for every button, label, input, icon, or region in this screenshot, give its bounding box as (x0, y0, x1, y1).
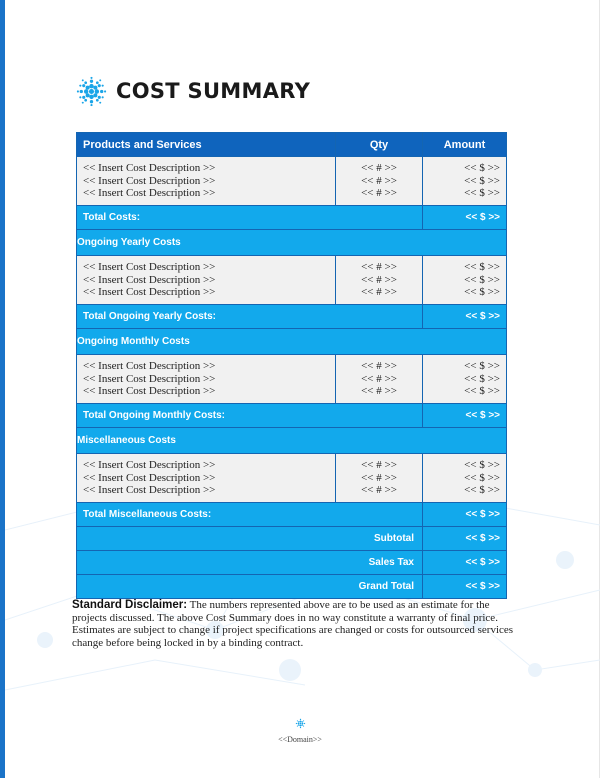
cost-amount: << $ >> (464, 459, 500, 472)
cost-summary-table (76, 132, 507, 599)
cost-description: << Insert Cost Description >> (83, 484, 216, 497)
cost-qty: << # >> (361, 187, 397, 200)
section-heading-row (77, 230, 507, 256)
column-header-amount: Amount (423, 133, 507, 157)
disclaimer-text: The numbers represented above are to be used as an estimate for the projects discussed. The above Cost Summary does in no way constitute a warranty of final price. Estimates are subject to change if project specifications are changed or costs for outsourced services change before being locked in by a binding contract. (72, 599, 514, 649)
cost-amount: << $ >> (464, 174, 500, 187)
cost-description: << Insert Cost Description >> (83, 385, 216, 398)
amount-cell (423, 256, 507, 305)
cost-amount: << $ >> (464, 385, 500, 398)
cost-description: << Insert Cost Description >> (83, 372, 216, 385)
section-heading-row (77, 428, 507, 454)
total-misc-row (77, 503, 507, 527)
cost-description: << Insert Cost Description >> (83, 471, 216, 484)
small-blue-dot-sphere-icon (295, 718, 306, 729)
cost-amount: << $ >> (464, 372, 500, 385)
description-cell (77, 454, 336, 503)
subtotal-value: << $ >> (423, 527, 507, 551)
cost-qty: << # >> (361, 484, 397, 497)
cost-amount: << $ >> (464, 162, 500, 175)
footer-domain-text: <<Domain>> (278, 735, 322, 744)
cost-qty: << # >> (361, 162, 397, 175)
grand-total-value: << $ >> (423, 575, 507, 599)
cost-description: << Insert Cost Description >> (83, 286, 216, 299)
total-costs-value: << $ >> (423, 206, 507, 230)
disclaimer-label: Standard Disclaimer: (72, 599, 188, 611)
section-heading-row (77, 329, 507, 355)
subtotal-label: Subtotal (77, 527, 423, 551)
standard-disclaimer (72, 599, 522, 649)
amount-cell (423, 454, 507, 503)
qty-cell (336, 355, 423, 404)
cost-qty: << # >> (361, 286, 397, 299)
page-title: COST SUMMARY (116, 79, 311, 103)
cost-qty: << # >> (361, 471, 397, 484)
cost-qty: << # >> (361, 372, 397, 385)
cost-items-row (77, 256, 507, 305)
total-yearly-label: Total Ongoing Yearly Costs: (77, 305, 423, 329)
cost-amount: << $ >> (464, 484, 500, 497)
cost-qty: << # >> (361, 385, 397, 398)
sales-tax-label: Sales Tax (77, 551, 423, 575)
sales-tax-value: << $ >> (423, 551, 507, 575)
cost-amount: << $ >> (464, 261, 500, 274)
cost-description: << Insert Cost Description >> (83, 162, 216, 175)
cost-items-row (77, 454, 507, 503)
column-header-qty: Qty (336, 133, 423, 157)
subtotal-row (77, 527, 507, 551)
cost-description: << Insert Cost Description >> (83, 273, 216, 286)
total-misc-value: << $ >> (423, 503, 507, 527)
cost-description: << Insert Cost Description >> (83, 459, 216, 472)
amount-cell (423, 157, 507, 206)
cost-description: << Insert Cost Description >> (83, 187, 216, 200)
cost-description: << Insert Cost Description >> (83, 261, 216, 274)
blue-dot-sphere-icon (75, 75, 108, 108)
cost-amount: << $ >> (464, 286, 500, 299)
section-heading-monthly: Ongoing Monthly Costs (77, 329, 507, 355)
cost-amount: << $ >> (464, 187, 500, 200)
qty-cell (336, 454, 423, 503)
cost-amount: << $ >> (464, 471, 500, 484)
total-monthly-value: << $ >> (423, 404, 507, 428)
cost-qty: << # >> (361, 273, 397, 286)
cost-qty: << # >> (361, 261, 397, 274)
section-heading-yearly: Ongoing Yearly Costs (77, 230, 507, 256)
column-header-products: Products and Services (77, 133, 336, 157)
page-footer (0, 718, 600, 744)
total-monthly-label: Total Ongoing Monthly Costs: (77, 404, 423, 428)
description-cell (77, 355, 336, 404)
qty-cell (336, 256, 423, 305)
cost-qty: << # >> (361, 174, 397, 187)
description-cell (77, 256, 336, 305)
total-misc-label: Total Miscellaneous Costs: (77, 503, 423, 527)
cost-qty: << # >> (361, 360, 397, 373)
cost-amount: << $ >> (464, 360, 500, 373)
total-yearly-value: << $ >> (423, 305, 507, 329)
cost-amount: << $ >> (464, 273, 500, 286)
total-yearly-row (77, 305, 507, 329)
cost-items-row (77, 355, 507, 404)
cost-description: << Insert Cost Description >> (83, 360, 216, 373)
grand-total-row (77, 575, 507, 599)
total-costs-row (77, 206, 507, 230)
description-cell (77, 157, 336, 206)
table-header-row (77, 133, 507, 157)
sales-tax-row (77, 551, 507, 575)
cost-items-row (77, 157, 507, 206)
qty-cell (336, 157, 423, 206)
page-header (75, 73, 310, 109)
grand-total-label: Grand Total (77, 575, 423, 599)
total-costs-label: Total Costs: (77, 206, 423, 230)
cost-description: << Insert Cost Description >> (83, 174, 216, 187)
cost-qty: << # >> (361, 459, 397, 472)
amount-cell (423, 355, 507, 404)
section-heading-misc: Miscellaneous Costs (77, 428, 507, 454)
total-monthly-row (77, 404, 507, 428)
